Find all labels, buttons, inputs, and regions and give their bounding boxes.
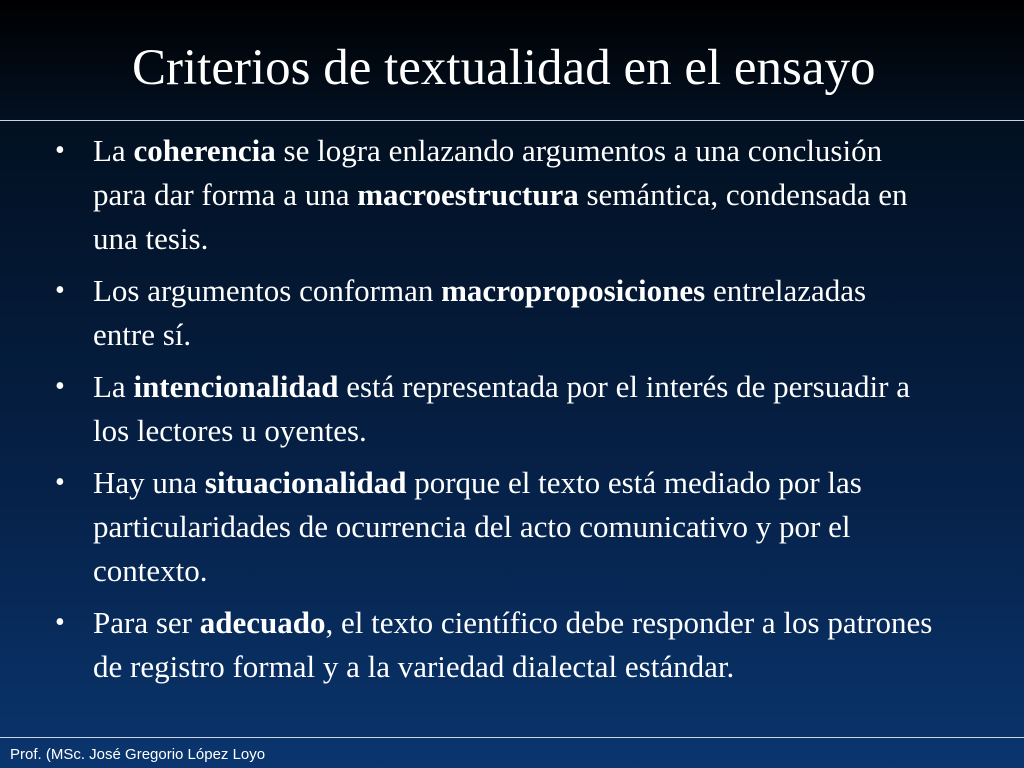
footer-author: Prof. (MSc. José Gregorio López Loyo [10,746,266,763]
bullet-text: Para ser adecuado, el texto científico debe responder a los patrones de registro formal y a la variedad dialectal estándar. [93,605,933,684]
bullet-list [55,129,935,697]
bullet-icon: • [55,371,65,402]
bullet-text: La intencionalidad está representada por el interés de persuadir a los lectores u oyentes. [93,369,910,448]
bullet-item-macroproposiciones [55,269,935,357]
bullet-text: Los argumentos conforman macroproposiciones entrelazadas entre sí. [93,273,867,352]
bullet-item-intencionalidad [55,365,935,453]
slide-title: Criterios de textualidad en el ensayo [132,40,876,96]
bullet-text: Hay una situacionalidad porque el texto está mediado por las particularidades de ocurrencia del acto comunicativo y por el contexto. [93,465,862,588]
bullet-icon: • [55,275,65,306]
footer-divider [0,737,1024,738]
title-divider [0,120,1024,121]
bullet-icon: • [55,607,65,638]
bullet-item-adecuado [55,601,935,689]
bullet-icon: • [55,467,65,498]
bullet-icon: • [55,135,65,166]
bullet-item-coherencia [55,129,935,261]
bullet-text: La coherencia se logra enlazando argumentos a una conclusión para dar forma a una macroestructura semántica, condensada en una tesis. [93,133,908,256]
bullet-item-situacionalidad [55,461,935,593]
